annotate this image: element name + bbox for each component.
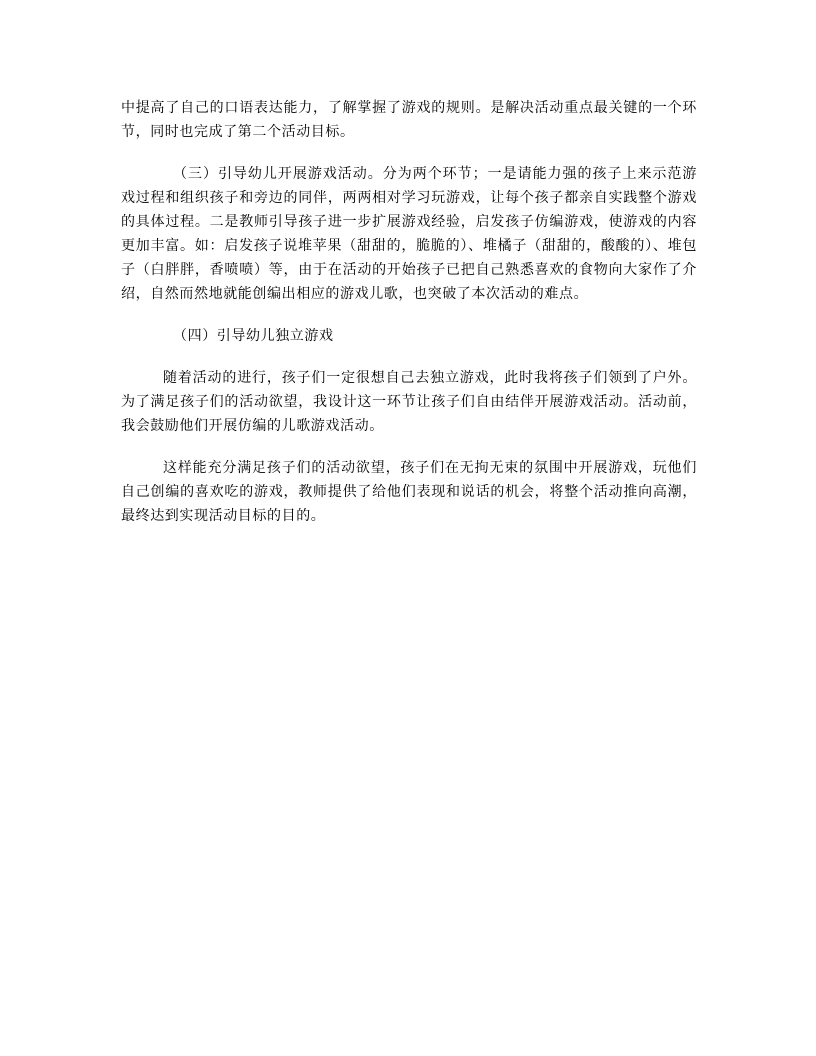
paragraph-section-three: （三）引导幼儿开展游戏活动。分为两个环节；一是请能力强的孩子上来示范游戏过程和组织孩子和旁边的同伴，两两相对学习玩游戏，让每个孩子都亲自实践整个游戏的具体过程。二是教师引导孩子进一步扩展游戏经验，启发孩子仿编游戏，使游戏的内容更加丰富。如：启发孩子说堆苹果（甜甜的，脆脆的）、堆橘子（甜甜的，酸酸的）、堆包子（白胖胖，香喷喷）等，由于在活动的开始孩子已把自己熟悉喜欢的食物向大家作了介绍，自然而然地就能创编出相应的游戏儿歌，也突破了本次活动的难点。 bbox=[121, 166, 697, 302]
paragraph-conclusion: 这样能充分满足孩子们的活动欲望，孩子们在无拘无束的氛围中开展游戏，玩他们自己创编的喜欢吃的游戏，教师提供了给他们表现和说话的机会，将整个活动推向高潮，最终达到实现活动目标的目的。 bbox=[121, 460, 697, 524]
paragraph-continuation: 中提高了自己的口语表达能力，了解掌握了游戏的规则。是解决活动重点最关键的一个环节，同时也完成了第二个活动目标。 bbox=[121, 100, 697, 140]
document-body bbox=[121, 96, 697, 528]
section-heading-four: （四）引导幼儿独立游戏 bbox=[173, 328, 334, 344]
paragraph-independent-play: 随着活动的进行，孩子们一定很想自己去独立游戏，此时我将孩子们领到了户外。为了满足孩子们的活动欲望，我设计这一环节让孩子们自由结伴开展游戏活动。活动前，我会鼓励他们开展仿编的儿歌游戏活动。 bbox=[121, 370, 697, 434]
